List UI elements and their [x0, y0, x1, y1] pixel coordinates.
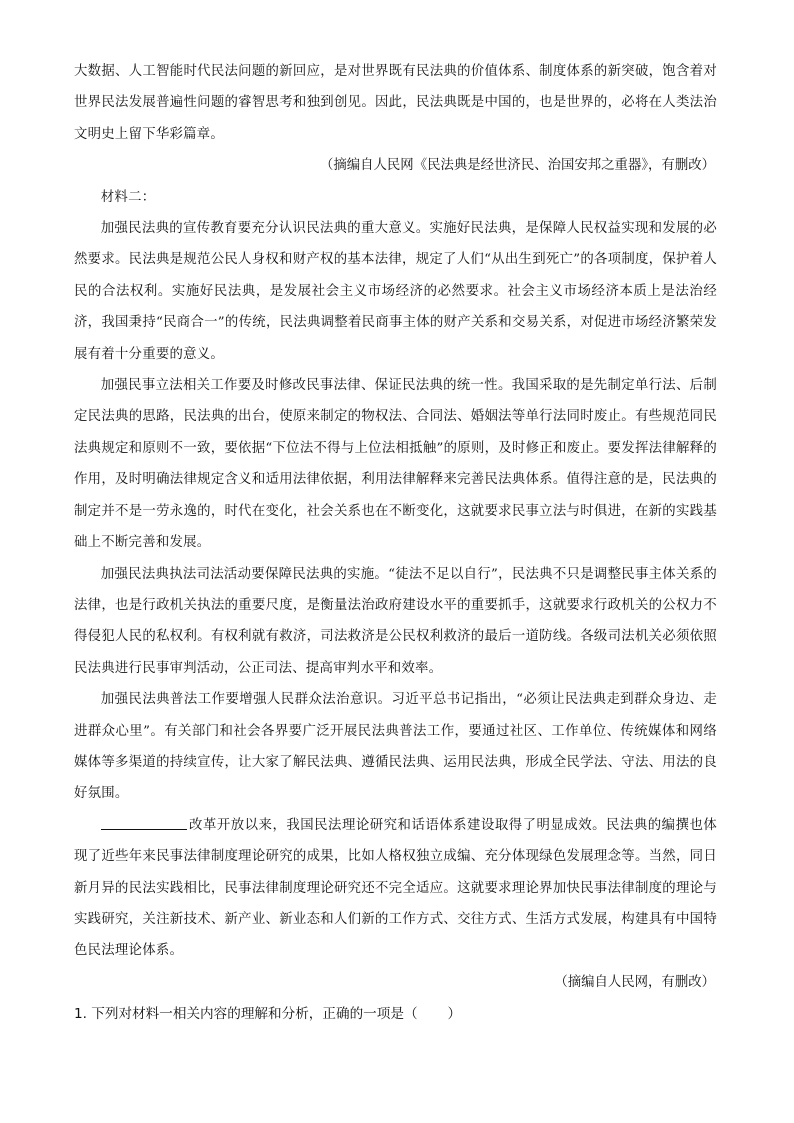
paragraph-intro: 大数据、人工智能时代民法问题的新回应，是对世界既有民法典的价值体系、制度体系的新突破，饱含着对世界民法发展普遍性问题的睿智思考和独到创见。因此，民法典既是中国的，也是世界的，必将在人类法治文明史上留下华彩篇章。 — [74, 64, 717, 142]
material-2-paragraph-1: 加强民法典的宣传教育要充分认识民法典的重大意义。实施好民法典，是保障人民权益实现和发展的必然要求。民法典是规范公民人身权和财产权的基本法律，规定了人们“从出生到死亡”的各项制度，保护着人民的合法权利。实施好民法典，是发展社会主义市场经济的必然要求。社会主义市场经济本质上是法治经济，我国秉持“民商合一”的传统，民法典调整着民商事主体的财产关系和交易关系，对促进市场经济繁荣发展有着十分重要的意义。 — [74, 221, 717, 362]
fill-in-blank — [101, 815, 187, 830]
question-1-close: ） — [447, 1006, 462, 1023]
material-2-paragraph-3: 加强民法典执法司法活动要保障民法典的实施。“徒法不足以自行”，民法典不只是调整民事主体关系的法律，也是行政机关执法的重要尺度，是衡量法治政府建设水平的重要抓手，这就要求行政机关的公权力不得侵犯人民的私权利。有权利就有救济，司法救济是公民权利救济的最后一道防线。各级司法机关必须依照民法典进行民事审判活动，公正司法、提高审判水平和效率。 — [74, 566, 717, 676]
material-2-heading: 材料二： — [100, 189, 156, 205]
question-1-text: 1. 下列对材料一相关内容的理解和分析，正确的一项是（ — [74, 1006, 418, 1023]
material-2-paragraph-5-text: 改革开放以来，我国民法理论研究和话语体系建设取得了明显成效。民法典的编撰也体现了近些年来民事法律制度理论研究的成果，比如人格权独立成编、充分体现绿色发展理念等。当然，同日新月异的民法实践相比，民事法律制度理论研究还不完全适应。这就要求理论界加快民事法律制度的理论与实践研究，关注新技术、新产业、新业态和人们新的工作方式、交往方式、生活方式发展，构建具有中国特色民法理论体系。 — [74, 817, 717, 959]
source-citation-2: （摘编自人民网，有删改） — [554, 974, 715, 990]
material-2-paragraph-4: 加强民法典普法工作要增强人民群众法治意识。习近平总书记指出，“必须让民法典走到群众身边、走进群众心里”。有关部门和社会各界要广泛开展民法典普法工作，要通过社区、工作单位、传统媒体和网络媒体等多渠道的持续宣传，让大家了解民法典、遵循民法典、运用民法典，形成全民学法、守法、用法的良好氛围。 — [74, 692, 717, 802]
material-2-paragraph-2: 加强民事立法相关工作要及时修改民事法律、保证民法典的统一性。我国采取的是先制定单行法、后制定民法典的思路，民法典的出台，使原来制定的物权法、合同法、婚姻法等单行法同时废止。有些规范同民法典规定和原则不一致，要依据“下位法不得与上位法相抵触”的原则，及时修正和废止。要发挥法律解释的作用，及时明确法律规定含义和适用法律依据，利用法律解释来完善民法典体系。值得注意的是，民法典的制定并不是一劳永逸的，时代在变化，社会关系也在不断变化，这就要求民事立法与时俱进，在新的实践基础上不断完善和发展。 — [74, 378, 717, 551]
source-citation-1: （摘编自人民网《民法典是经世济民、治国安邦之重器》，有删改） — [319, 158, 715, 174]
material-2-paragraph-5 — [74, 810, 717, 967]
question-1 — [74, 999, 717, 1029]
